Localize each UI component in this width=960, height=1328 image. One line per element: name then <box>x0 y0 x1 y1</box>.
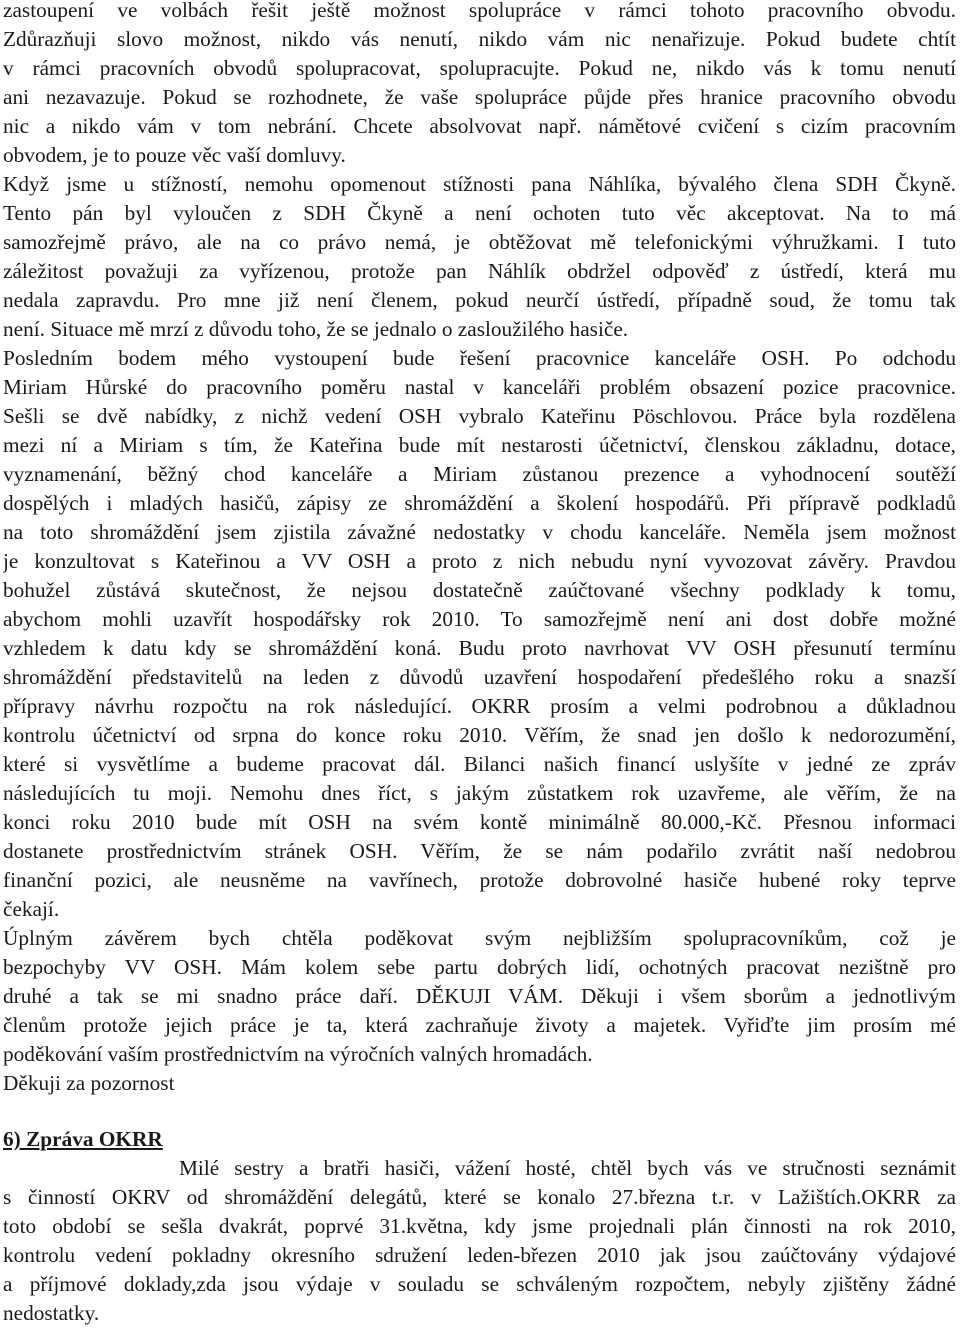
section-heading-text: 6) Zpráva OKRR <box>3 1127 163 1151</box>
text-line: čekají. <box>3 897 60 921</box>
text-line: v rámci pracovních obvodů spolupracovat, spolupracujte. Pokud ne, nikdo vás k tomu nenutí <box>3 56 956 80</box>
text-line: následujících tu moji. Nemohu dnes říct, s jakým zůstatkem rok uzavřeme, ale věřím, že na <box>3 781 956 805</box>
text-line: shromáždění představitelů na leden z důvodů uzavření hospodaření předešlého roku a snazší <box>3 665 956 689</box>
text-line: které si vysvětlíme a budeme pracovat dál. Bilanci našich financí uslyšíte v jedné ze zpráv <box>3 752 956 776</box>
text-line: vzhledem k datu kdy se shromáždění koná. Budu proto navrhovat VV OSH přesunutí termínu <box>3 636 956 660</box>
text-line: bezpochyby VV OSH. Mám kolem sebe partu dobrých lidí, ochotných pracovat nezištně pro <box>3 955 956 979</box>
text-line: dostanete prostřednictvím stránek OSH. Věřím, že se nám podařilo zvrátit naší nedobrou <box>3 839 956 863</box>
text-line: kontrolu účetnictví od srpna do konce roku 2010. Věřím, že snad jen došlo k nedorozumění, <box>3 723 956 747</box>
text-line: bohužel zůstává skutečnost, že nejsou dostatečně zaúčtované všechny podklady k tomu, <box>3 578 956 602</box>
text-line: zastoupení ve volbách řešit ještě možnost spolupráce v rámci tohoto pracovního obvodu. <box>3 0 956 22</box>
text-line: nedostatky. <box>3 1301 100 1325</box>
text-line: finanční pozici, ale neusněme na vavřínech, protože dobrovolné hasiče hubené roky teprve <box>3 868 956 892</box>
text-line: dospělých i mladých hasičů, zápisy ze shromáždění a školení hospodářů. Při přípravě podkladů <box>3 491 956 515</box>
text-line: s činností OKRV od shromáždění delegátů, které se konalo 27.března t.r. v Lažištích.OKRR za <box>3 1185 956 1209</box>
text-line: Miriam Hůrské do pracovního poměru nastal v kanceláři problém obsazení pozice pracovnice. <box>3 375 956 399</box>
section-5-body <box>3 0 956 1098</box>
text-line: Tento pán byl vyloučen z SDH Čkyně a není ochoten tuto věc akceptovat. Na to má <box>3 201 956 225</box>
text-line: je konzultovat s Kateřinou a VV OSH a proto z nich nebudu nyní vyvozovat závěry. Pravdou <box>3 549 956 573</box>
section-heading <box>3 1125 956 1154</box>
text-line: kontrolu vedení pokladny okresního sdružení leden-březen 2010 jak jsou zaúčtovány výdajové <box>3 1243 956 1267</box>
text-line: vyznamenání, běžný chod kanceláře a Miriam zůstanou prezence a vyhodnocení soutěží <box>3 462 956 486</box>
text-line: Děkuji za pozornost <box>3 1071 175 1095</box>
text-line: mezi ní a Miriam s tím, že Kateřina bude mít nestarosti účetnictví, členskou základnu, dotace, <box>3 433 956 457</box>
text-line: na toto shromáždění jsem zjistila závažné nedostatky v chodu kanceláře. Neměla jsem možnost <box>3 520 956 544</box>
text-line: Sešli se dvě nabídky, z nichž vedení OSH vybralo Kateřinu Pöschlovou. Práce byla rozdělena <box>3 404 956 428</box>
text-line: abychom mohli uzavřít hospodářsky rok 2010. To samozřejmě není ani dost dobře možné <box>3 607 956 631</box>
text-line: Úplným závěrem bych chtěla poděkovat svým nejbližším spolupracovníkům, což je <box>3 926 956 950</box>
text-line: obvodem, je to pouze věc vaší domluvy. <box>3 143 346 167</box>
text-line: a příjmové doklady,zda jsou výdaje v souladu se schváleným rozpočtem, nebyly zjištěny žádné <box>3 1272 956 1296</box>
text-line: nic a nikdo vám v tom nebrání. Chcete absolvovat např. námětové cvičení s cizím pracovním <box>3 114 956 138</box>
text-line: členům protože jejich práce je ta, která zachraňuje životy a majetek. Vyřiďte jim prosím mé <box>3 1013 956 1037</box>
text-line: samozřejmě právo, ale na co právo nemá, je obtěžovat mě telefonickými výhružkami. I tuto <box>3 230 956 254</box>
text-line: přípravy návrhu rozpočtu na rok následující. OKRR prosím a velmi podrobnou a důkladnou <box>3 694 956 718</box>
text-line: poděkování vaším prostřednictvím na výročních valných hromadách. <box>3 1042 593 1066</box>
text-line: záležitost považuji za vyřízenou, protože pan Náhlík obdržel odpověď z ústředí, která mu <box>3 259 956 283</box>
text-line: nedala zapravdu. Pro mne již není členem, pokud neurčí ústředí, případně soud, že tomu tak <box>3 288 956 312</box>
document-page <box>3 0 956 1328</box>
text-line: Posledním bodem mého vystoupení bude řešení pracovnice kanceláře OSH. Po odchodu <box>3 346 956 370</box>
text-line: není. Situace mě mrzí z důvodu toho, že se jednalo o zasloužilého hasiče. <box>3 317 629 341</box>
text-line: toto období se sešla dvakrát, poprvé 31.května, kdy jsme projednali plán činnosti na rok 2010, <box>3 1214 956 1238</box>
text-line: konci roku 2010 bude mít OSH na svém kontě minimálně 80.000,-Kč. Přesnou informaci <box>3 810 956 834</box>
text-line: Zdůrazňuji slovo možnost, nikdo vás nenutí, nikdo vám nic nenařizuje. Pokud budete chtít <box>3 27 956 51</box>
text-line: ani nezavazuje. Pokud se rozhodnete, že vaše spolupráce půjde přes hranice pracovního obvodu <box>3 85 956 109</box>
text-line: Milé sestry a bratři hasiči, vážení hosté, chtěl bych vás ve stručnosti seznámit <box>179 1156 956 1180</box>
text-line: Když jsme u stížností, nemohu opomenout stížnosti pana Náhlíka, bývalého člena SDH Čkyně. <box>3 172 956 196</box>
text-line: druhé a tak se mi snadno práce daří. DĚKUJI VÁM. Děkuji i všem sborům a jednotlivým <box>3 984 956 1008</box>
section-6 <box>3 1125 956 1328</box>
